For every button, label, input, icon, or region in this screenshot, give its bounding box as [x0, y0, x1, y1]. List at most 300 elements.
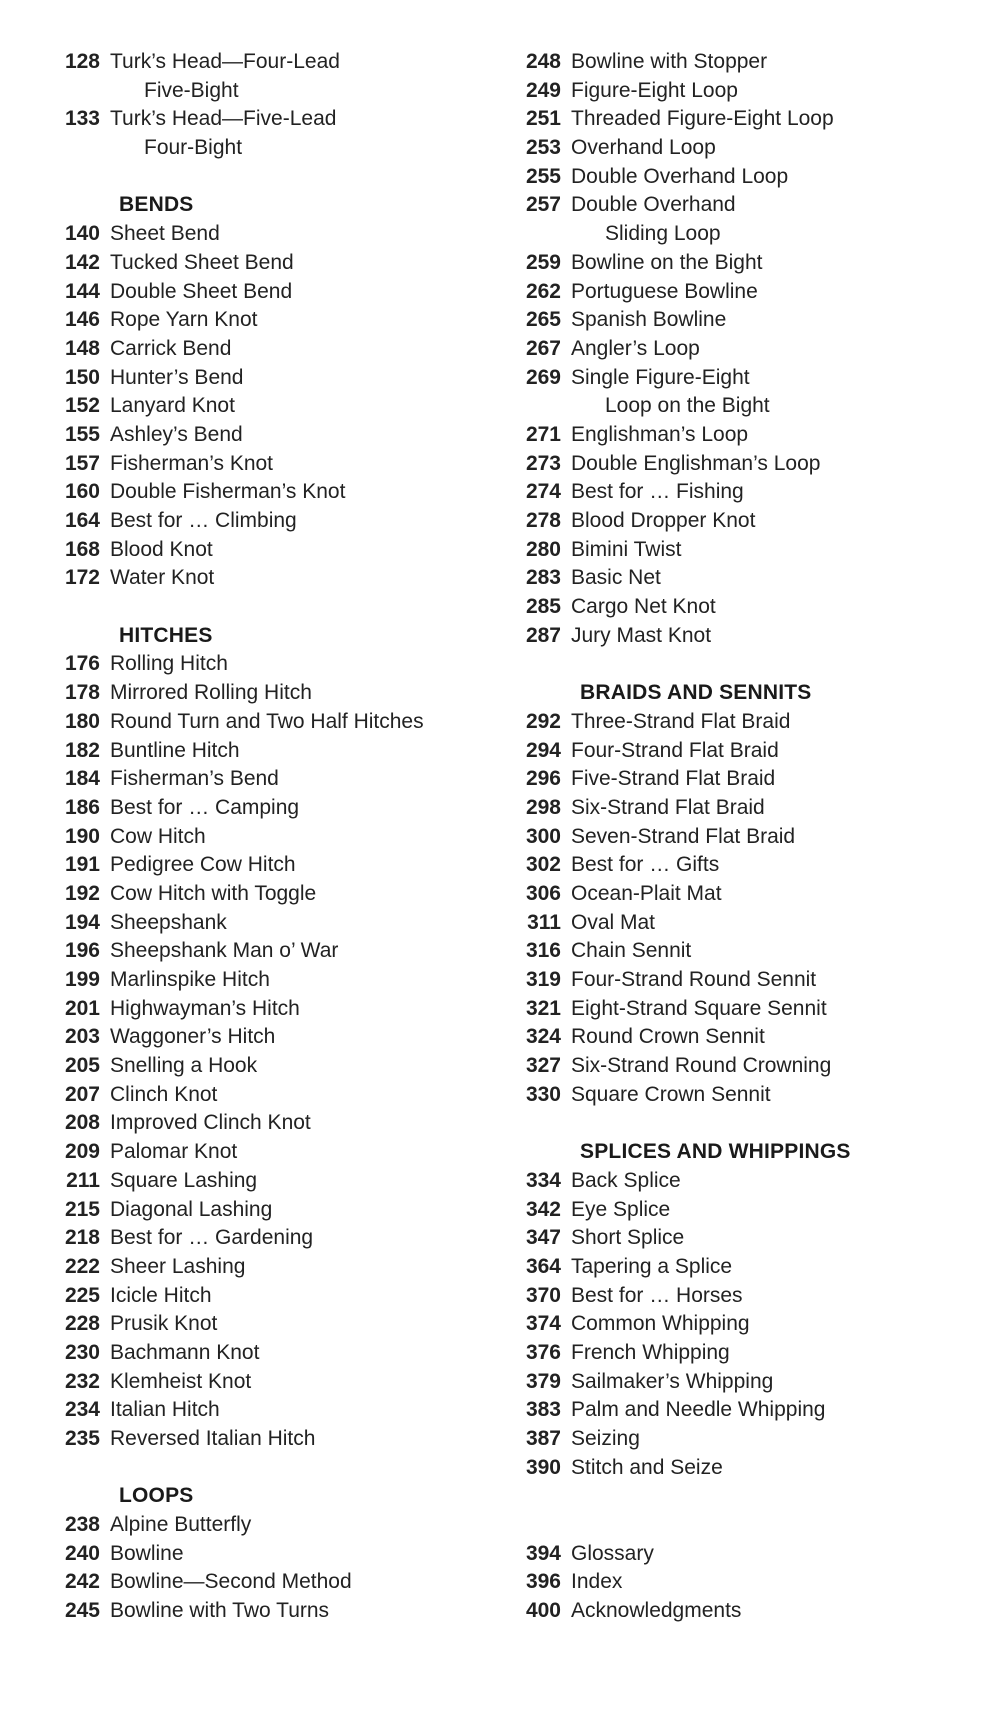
- toc-entry[interactable]: [523, 335, 963, 364]
- entry-title: Englishman’s Loop: [571, 422, 749, 446]
- entry-title: Portuguese Bowline: [571, 279, 758, 303]
- section-spacer: [62, 593, 502, 622]
- toc-entry[interactable]: [62, 794, 502, 823]
- page-number: 376: [525, 1340, 561, 1364]
- toc-entry[interactable]: [62, 1167, 502, 1196]
- page-number: 172: [64, 566, 100, 590]
- toc-entry[interactable]: [62, 564, 502, 593]
- toc-entry[interactable]: [523, 478, 963, 507]
- entry-title: Carrick Bend: [110, 336, 232, 360]
- toc-entry[interactable]: [62, 1339, 502, 1368]
- entry-title: Oval Mat: [571, 910, 656, 934]
- entry-title: Best for … Horses: [571, 1283, 743, 1307]
- page-number: 205: [64, 1054, 100, 1078]
- page-number: 257: [525, 193, 561, 217]
- toc-entry[interactable]: [62, 421, 502, 450]
- toc-entry[interactable]: [62, 1109, 502, 1138]
- section-spacer: [62, 1454, 502, 1483]
- page-number: 319: [525, 968, 561, 991]
- toc-entry[interactable]: [62, 220, 502, 249]
- toc-entry[interactable]: [523, 622, 963, 651]
- entry-title: Cargo Net Knot: [571, 595, 716, 619]
- toc-entry[interactable]: [523, 1282, 963, 1311]
- entry-title: Tapering a Splice: [571, 1254, 733, 1278]
- page-number: 192: [64, 881, 100, 905]
- entry-title: Bowline on the Bight: [571, 250, 763, 274]
- entry-title: Snelling a Hook: [110, 1054, 258, 1078]
- toc-entry[interactable]: [523, 450, 963, 479]
- entry-title: Six-Strand Flat Braid: [571, 795, 765, 819]
- page-number: 230: [64, 1340, 100, 1364]
- entry-title: Square Crown Sennit: [571, 1082, 771, 1106]
- entry-title: Round Crown Sennit: [571, 1025, 765, 1049]
- entry-title: Clinch Knot: [110, 1082, 218, 1106]
- page-number: 251: [525, 107, 561, 131]
- page-number: 249: [525, 78, 561, 102]
- entry-title: Marlinspike Hitch: [110, 968, 270, 991]
- toc-entry[interactable]: [62, 306, 502, 335]
- entry-title: Best for … Climbing: [110, 509, 297, 532]
- entry-title: Sheepshank Man o’ War: [110, 939, 339, 963]
- entry-title: French Whipping: [571, 1340, 730, 1364]
- toc-entry[interactable]: [523, 1368, 963, 1397]
- page-number: 296: [525, 767, 561, 791]
- page-number: 155: [64, 422, 100, 446]
- toc-entry[interactable]: [62, 937, 502, 966]
- toc-entry[interactable]: [62, 1310, 502, 1339]
- entry-title: Sheepshank: [110, 910, 227, 934]
- toc-entry[interactable]: [62, 909, 502, 938]
- section-spacer: [523, 650, 963, 679]
- entry-title: Turk’s Head—Five-Lead: [110, 107, 337, 131]
- page-number: 191: [64, 853, 100, 877]
- toc-entry[interactable]: [62, 1568, 502, 1597]
- toc-entry[interactable]: [62, 1597, 502, 1626]
- page-number: 245: [64, 1599, 100, 1623]
- entry-title: Rolling Hitch: [110, 652, 228, 676]
- page-number: 164: [64, 509, 100, 532]
- entry-title: Best for … Gardening: [110, 1226, 314, 1250]
- toc-entry[interactable]: [62, 995, 502, 1024]
- toc-entry[interactable]: [62, 478, 502, 507]
- entry-title: Blood Dropper Knot: [571, 509, 756, 532]
- toc-entry-continuation[interactable]: [523, 220, 963, 249]
- toc-entry[interactable]: [62, 364, 502, 393]
- entry-title: Round Turn and Two Half Hitches: [110, 709, 424, 733]
- entry-title: Double Englishman’s Loop: [571, 451, 821, 475]
- page-number: 194: [64, 910, 100, 934]
- section-heading-splices-and-whippings: SPLICES AND WHIPPINGS: [580, 1140, 851, 1164]
- page-number: 383: [525, 1398, 561, 1422]
- toc-entry[interactable]: [62, 1425, 502, 1454]
- page-number: 140: [64, 222, 100, 246]
- page-number: 133: [64, 107, 100, 131]
- entry-title: Improved Clinch Knot: [110, 1111, 311, 1135]
- toc-entry[interactable]: [523, 306, 963, 335]
- toc-entry[interactable]: [62, 765, 502, 794]
- entry-title: Five-Bight: [144, 78, 239, 102]
- page-number: 201: [64, 996, 100, 1020]
- toc-entry[interactable]: [523, 249, 963, 278]
- entry-title: Acknowledgments: [571, 1599, 742, 1623]
- page-number: 330: [525, 1082, 561, 1106]
- page-number: 285: [525, 595, 561, 619]
- toc-entry[interactable]: [523, 851, 963, 880]
- entry-title: Buntline Hitch: [110, 738, 240, 762]
- page-number: 300: [525, 824, 561, 848]
- page-number: 269: [525, 365, 561, 389]
- toc-entry[interactable]: [62, 650, 502, 679]
- entry-title: Reversed Italian Hitch: [110, 1427, 316, 1450]
- toc-entry[interactable]: [62, 335, 502, 364]
- page-number: 271: [525, 422, 561, 446]
- entry-title: Stitch and Seize: [571, 1455, 723, 1479]
- page-number: 387: [525, 1427, 561, 1450]
- entry-title: Basic Net: [571, 566, 661, 590]
- entry-title: Common Whipping: [571, 1312, 750, 1336]
- toc-entry[interactable]: [62, 249, 502, 278]
- entry-title: Index: [571, 1570, 623, 1594]
- toc-entry[interactable]: [62, 737, 502, 766]
- entry-title: Icicle Hitch: [110, 1283, 212, 1307]
- entry-title: Tucked Sheet Bend: [110, 250, 294, 274]
- toc-entry[interactable]: [523, 507, 963, 536]
- page-number: 334: [525, 1168, 561, 1192]
- entry-title: Four-Strand Flat Braid: [571, 738, 779, 762]
- toc-entry[interactable]: [62, 966, 502, 995]
- toc-column-left: [62, 48, 502, 1626]
- entry-title: Four-Strand Round Sennit: [571, 968, 817, 991]
- toc-entry[interactable]: [523, 708, 963, 737]
- entry-title: Bowline with Two Turns: [110, 1599, 330, 1623]
- entry-title: Lanyard Knot: [110, 394, 235, 418]
- section-heading-loops: LOOPS: [119, 1484, 194, 1508]
- page-number: 228: [64, 1312, 100, 1336]
- entry-title: Sheer Lashing: [110, 1254, 246, 1278]
- page-number: 292: [525, 709, 561, 733]
- entry-title: Hunter’s Bend: [110, 365, 244, 389]
- toc-entry[interactable]: [62, 1138, 502, 1167]
- page-number: 396: [525, 1570, 561, 1594]
- toc-entry[interactable]: [62, 679, 502, 708]
- toc-entry[interactable]: [62, 823, 502, 852]
- toc-entry[interactable]: [523, 880, 963, 909]
- entry-title: Spanish Bowline: [571, 308, 727, 332]
- page-number: 324: [525, 1025, 561, 1049]
- toc-entry[interactable]: [523, 593, 963, 622]
- entry-title: Back Splice: [571, 1168, 681, 1192]
- entry-title: Seizing: [571, 1427, 640, 1450]
- toc-entry[interactable]: [523, 1597, 963, 1626]
- toc-entry[interactable]: [62, 708, 502, 737]
- page-number: 242: [64, 1570, 100, 1594]
- toc-entry[interactable]: [523, 1224, 963, 1253]
- toc-entry[interactable]: [523, 77, 963, 106]
- entry-title: Threaded Figure-Eight Loop: [571, 107, 834, 131]
- entry-title: Palm and Needle Whipping: [571, 1398, 826, 1422]
- page-number: 347: [525, 1226, 561, 1250]
- page-number: 203: [64, 1025, 100, 1049]
- toc-entry[interactable]: [62, 1511, 502, 1540]
- toc-entry[interactable]: [523, 1540, 963, 1569]
- entry-title: Ocean-Plait Mat: [571, 881, 722, 905]
- toc-column-right: [523, 48, 963, 1626]
- entry-title: Double Sheet Bend: [110, 279, 293, 303]
- page-number: 374: [525, 1312, 561, 1336]
- entry-title: Jury Mast Knot: [571, 623, 712, 647]
- toc-entry[interactable]: [62, 1224, 502, 1253]
- entry-title: Alpine Butterfly: [110, 1513, 252, 1537]
- page-number: 273: [525, 451, 561, 475]
- toc-entry[interactable]: [62, 48, 502, 77]
- section-spacer: [62, 163, 502, 192]
- entry-title: Square Lashing: [110, 1168, 258, 1192]
- page-number: 370: [525, 1283, 561, 1307]
- page-number: 283: [525, 566, 561, 590]
- toc-entry[interactable]: [62, 1253, 502, 1282]
- entry-title: Three-Strand Flat Braid: [571, 709, 791, 733]
- toc-entry[interactable]: [523, 995, 963, 1024]
- page-number: 157: [64, 451, 100, 475]
- toc-entry[interactable]: [62, 1052, 502, 1081]
- page-number: 342: [525, 1197, 561, 1221]
- entry-title: Water Knot: [110, 566, 215, 590]
- entry-title: Best for … Gifts: [571, 853, 720, 877]
- toc-entry[interactable]: [523, 1425, 963, 1454]
- entry-title: Blood Knot: [110, 537, 213, 561]
- entry-title: Mirrored Rolling Hitch: [110, 681, 312, 705]
- page-number: 278: [525, 509, 561, 532]
- page-number: 218: [64, 1226, 100, 1250]
- page-number: 196: [64, 939, 100, 963]
- section-heading-braids-and-sennits: BRAIDS AND SENNITS: [580, 681, 812, 705]
- toc-entry[interactable]: [523, 564, 963, 593]
- toc-entry[interactable]: [523, 536, 963, 565]
- toc-entry[interactable]: [523, 48, 963, 77]
- entry-title: Fisherman’s Bend: [110, 767, 279, 791]
- toc-entry[interactable]: [523, 823, 963, 852]
- entry-title: Cow Hitch with Toggle: [110, 881, 317, 905]
- toc-entry[interactable]: [523, 163, 963, 192]
- toc-entry[interactable]: [523, 737, 963, 766]
- entry-title: Bowline with Stopper: [571, 50, 768, 73]
- page-number: 394: [525, 1541, 561, 1565]
- toc-entry[interactable]: [523, 909, 963, 938]
- entry-title: Klemheist Knot: [110, 1369, 252, 1393]
- toc-entry[interactable]: [523, 278, 963, 307]
- toc-entry[interactable]: [523, 1339, 963, 1368]
- page-number: 148: [64, 336, 100, 360]
- toc-entry[interactable]: [62, 278, 502, 307]
- page-number: 400: [525, 1599, 561, 1623]
- page-number: 176: [64, 652, 100, 676]
- page-number: 280: [525, 537, 561, 561]
- toc-entry[interactable]: [523, 1052, 963, 1081]
- page-number: 209: [64, 1140, 100, 1164]
- page-number: 168: [64, 537, 100, 561]
- entry-title: Cow Hitch: [110, 824, 206, 848]
- page-number: 306: [525, 881, 561, 905]
- toc-entry[interactable]: [523, 421, 963, 450]
- entry-title: Bimini Twist: [571, 537, 682, 561]
- entry-title: Overhand Loop: [571, 136, 716, 160]
- page-number: 144: [64, 279, 100, 303]
- entry-title: Prusik Knot: [110, 1312, 218, 1336]
- page-number: 207: [64, 1082, 100, 1106]
- entry-title: Bowline: [110, 1541, 184, 1565]
- page-number: 240: [64, 1541, 100, 1565]
- toc-entry[interactable]: [62, 880, 502, 909]
- toc-entry[interactable]: [523, 1310, 963, 1339]
- entry-title: Glossary: [571, 1541, 654, 1565]
- entry-title: Bachmann Knot: [110, 1340, 260, 1364]
- entry-title: Seven-Strand Flat Braid: [571, 824, 796, 848]
- page-number: 262: [525, 279, 561, 303]
- toc-entry[interactable]: [523, 191, 963, 220]
- entry-title: Palomar Knot: [110, 1140, 238, 1164]
- page-number: 294: [525, 738, 561, 762]
- page-number: 225: [64, 1283, 100, 1307]
- entry-title: Chain Sennit: [571, 939, 692, 963]
- toc-entry[interactable]: [523, 1023, 963, 1052]
- toc-entry[interactable]: [62, 1540, 502, 1569]
- page-number: 222: [64, 1254, 100, 1278]
- entry-title: Eye Splice: [571, 1197, 671, 1221]
- page-number: 199: [64, 968, 100, 991]
- page-number: 274: [525, 480, 561, 504]
- page-number: 379: [525, 1369, 561, 1393]
- entry-title: Sailmaker’s Whipping: [571, 1369, 774, 1393]
- entry-title: Eight-Strand Square Sennit: [571, 996, 827, 1020]
- section-spacer: [523, 1511, 963, 1540]
- toc-entry[interactable]: [523, 1081, 963, 1110]
- page-number: 321: [525, 996, 561, 1020]
- section-heading-bends: BENDS: [119, 193, 194, 217]
- toc-entry[interactable]: [523, 765, 963, 794]
- page-number: 316: [525, 939, 561, 963]
- page-number: 364: [525, 1254, 561, 1278]
- entry-title: Best for … Fishing: [571, 480, 744, 504]
- page-number: 265: [525, 308, 561, 332]
- entry-title: Rope Yarn Knot: [110, 308, 258, 332]
- toc-entry[interactable]: [523, 105, 963, 134]
- toc-entry[interactable]: [62, 507, 502, 536]
- toc-entry-continuation[interactable]: [523, 392, 963, 421]
- toc-entry[interactable]: [523, 1167, 963, 1196]
- page-number: 253: [525, 136, 561, 160]
- toc-entry[interactable]: [523, 937, 963, 966]
- page-number: 208: [64, 1111, 100, 1135]
- page-number: 146: [64, 308, 100, 332]
- page-number: 178: [64, 681, 100, 705]
- page-number: 211: [66, 1168, 100, 1192]
- toc-entry[interactable]: [62, 851, 502, 880]
- entry-title: Highwayman’s Hitch: [110, 996, 300, 1020]
- page-number: 267: [525, 336, 561, 360]
- page-number: 248: [525, 50, 561, 73]
- page-number: 150: [64, 365, 100, 389]
- entry-title: Sheet Bend: [110, 222, 220, 246]
- toc-entry[interactable]: [62, 1023, 502, 1052]
- entry-title: Pedigree Cow Hitch: [110, 853, 296, 877]
- page-number: 235: [64, 1427, 100, 1450]
- toc-entry-continuation[interactable]: [62, 134, 502, 163]
- toc-entry[interactable]: [523, 1196, 963, 1225]
- section-heading-hitches: HITCHES: [119, 623, 213, 647]
- page-number: 180: [64, 709, 100, 733]
- page-number: 390: [525, 1455, 561, 1479]
- page-number: 302: [525, 853, 561, 877]
- page-number: 232: [64, 1369, 100, 1393]
- page-number: 128: [64, 50, 100, 73]
- toc-entry[interactable]: [523, 966, 963, 995]
- toc-entry[interactable]: [62, 105, 502, 134]
- entry-title: Short Splice: [571, 1226, 685, 1250]
- page-number: 142: [64, 250, 100, 274]
- toc-entry[interactable]: [523, 1396, 963, 1425]
- page-number: 184: [64, 767, 100, 791]
- toc-entry[interactable]: [523, 134, 963, 163]
- toc-entry[interactable]: [523, 1454, 963, 1483]
- entry-title: Six-Strand Round Crowning: [571, 1054, 832, 1078]
- toc-entry[interactable]: [62, 450, 502, 479]
- toc-entry[interactable]: [62, 536, 502, 565]
- toc-entry[interactable]: [523, 1568, 963, 1597]
- page-number: 255: [525, 164, 561, 188]
- entry-title: Waggoner’s Hitch: [110, 1025, 276, 1049]
- section-spacer: [523, 1109, 963, 1138]
- entry-title: Angler’s Loop: [571, 336, 700, 360]
- page-number: 160: [64, 480, 100, 504]
- page-number: 298: [525, 795, 561, 819]
- entry-title: Four-Bight: [144, 136, 243, 160]
- toc-entry[interactable]: [62, 1081, 502, 1110]
- entry-title: Italian Hitch: [110, 1398, 220, 1422]
- entry-title: Diagonal Lashing: [110, 1197, 273, 1221]
- toc-entry[interactable]: [62, 1196, 502, 1225]
- entry-title: Double Fisherman’s Knot: [110, 480, 346, 504]
- entry-title: Ashley’s Bend: [110, 422, 243, 446]
- entry-title: Single Figure-Eight: [571, 365, 750, 389]
- toc-entry[interactable]: [62, 392, 502, 421]
- page-number: 287: [525, 623, 561, 647]
- page-number: 327: [525, 1054, 561, 1078]
- page-number: 182: [64, 738, 100, 762]
- entry-title: Double Overhand: [571, 193, 736, 217]
- entry-title: Fisherman’s Knot: [110, 451, 274, 475]
- entry-title: Bowline—Second Method: [110, 1570, 352, 1594]
- toc-entry[interactable]: [523, 794, 963, 823]
- entry-title: Turk’s Head—Four-Lead: [110, 50, 340, 73]
- toc-entry-continuation[interactable]: [62, 77, 502, 106]
- entry-title: Loop on the Bight: [605, 394, 770, 418]
- page-number: 311: [527, 910, 561, 934]
- section-spacer: [523, 1482, 963, 1511]
- entry-title: Double Overhand Loop: [571, 164, 789, 188]
- page-number: 238: [64, 1513, 100, 1537]
- toc-entry[interactable]: [523, 364, 963, 393]
- page-number: 186: [64, 795, 100, 819]
- toc-entry[interactable]: [62, 1282, 502, 1311]
- page-number: 190: [64, 824, 100, 848]
- entry-title: Sliding Loop: [605, 222, 721, 246]
- entry-title: Figure-Eight Loop: [571, 78, 738, 102]
- page-number: 152: [64, 394, 100, 418]
- page-number: 215: [64, 1197, 100, 1221]
- toc-entry[interactable]: [62, 1396, 502, 1425]
- toc-entry[interactable]: [62, 1368, 502, 1397]
- toc-entry[interactable]: [523, 1253, 963, 1282]
